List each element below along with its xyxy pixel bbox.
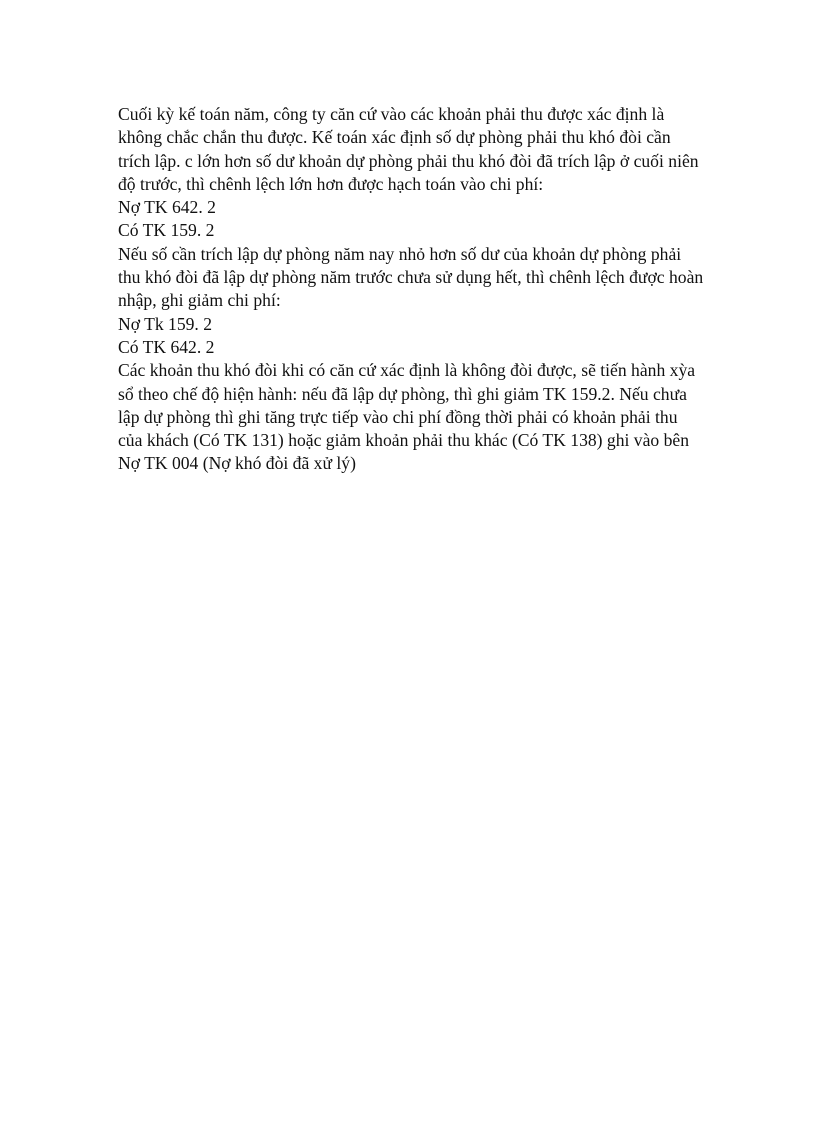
text-line: nhập, ghi giảm chi phí: bbox=[118, 290, 281, 311]
body-text bbox=[118, 103, 758, 476]
text-line: Nếu số cần trích lập dự phòng năm nay nhỏ hơn số dư của khoản dự phòng phải bbox=[118, 243, 682, 264]
journal-entry-debit: Nợ TK 642. 2 bbox=[118, 197, 216, 218]
text-line: trích lập. c lớn hơn số dư khoản dự phòng phải thu khó đòi đã trích lập ở cuối niên bbox=[118, 150, 699, 171]
journal-entry-credit: Có TK 159. 2 bbox=[118, 220, 215, 241]
journal-entry-debit: Nợ Tk 159. 2 bbox=[118, 313, 213, 334]
journal-entry-credit: Có TK 642. 2 bbox=[118, 336, 215, 357]
text-line: của khách (Có TK 131) hoặc giảm khoản phải thu khác (Có TK 138) ghi vào bên bbox=[118, 430, 690, 451]
text-line: thu khó đòi đã lập dự phòng năm trước chưa sử dụng hết, thì chênh lệch được hoàn bbox=[118, 267, 704, 288]
text-line: Nợ TK 004 (Nợ khó đòi đã xử lý) bbox=[118, 453, 356, 474]
text-line: không chắc chắn thu được. Kế toán xác định số dự phòng phải thu khó đòi cần bbox=[118, 127, 671, 148]
text-line: Cuối kỳ kế toán năm, công ty căn cứ vào các khoản phải thu được xác định là bbox=[118, 104, 665, 124]
text-line: Các khoản thu khó đòi khi có căn cứ xác định là không đòi được, sẽ tiến hành xỳa bbox=[118, 360, 696, 381]
text-line: sổ theo chế độ hiện hành: nếu đã lập dự phòng, thì ghi giảm TK 159.2. Nếu chưa bbox=[118, 383, 687, 404]
text-line: lập dự phòng thì ghi tăng trực tiếp vào chi phí đồng thời phải có khoản phải thu bbox=[118, 406, 678, 427]
text-line: độ trước, thì chênh lệch lớn hơn được hạch toán vào chi phí: bbox=[118, 173, 544, 194]
